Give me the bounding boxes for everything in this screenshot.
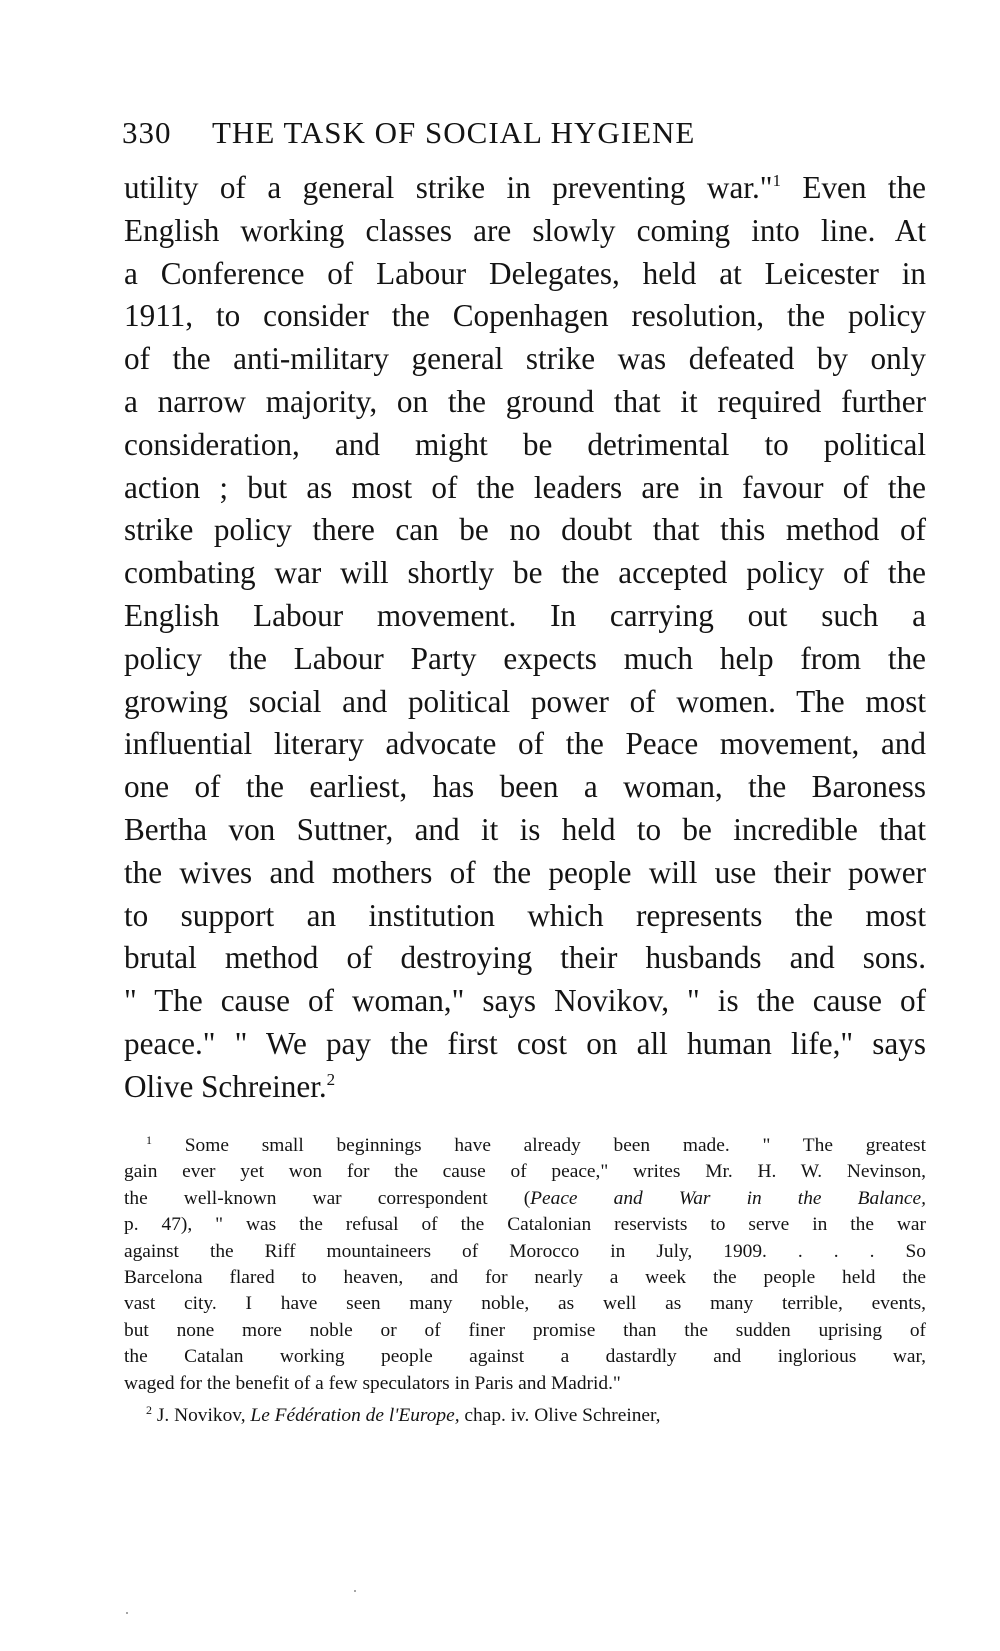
body-line: growing social and political power of women. The most [124,683,926,719]
footnote-1-line: $^1$ Some small beginnings have already been made. " The greatest [146,1133,926,1156]
footnote-2-mark: 2 [146,1402,152,1417]
running-head [122,112,922,154]
footnote-1-line: against the Riff mountaineers of Morocco in July, 1909. . . . So [124,1240,926,1262]
footnote-1-mark: 1 [146,1133,152,1147]
footnote-1-line: Barcelona flared to heaven, and for nearly a week the people held the [124,1266,926,1288]
footnote-1-line: the well-known war correspondent (Peace and War in the Balance, [124,1187,926,1209]
footnote-ref-1[interactable]: 1 [772,171,781,190]
footnote-1-line: vast city. I have seen many noble, as well as many terrible, events, [124,1293,926,1315]
page-number: 330 [122,115,172,150]
body-line: Bertha von Suttner, and it is held to be incredible that [124,811,926,847]
body-line: English Labour movement. In carrying out such a [124,597,926,633]
footnote-1-line: p. 47), " was the refusal of the Catalonian reservists to serve in the war [124,1214,926,1236]
body-text [124,167,926,1109]
body-line: utility of a general strike in preventing war."$^1$ Even the [124,170,927,205]
body-line: influential literary advocate of the Peace movement, and [124,726,926,762]
footnote-1-line: but none more noble or of finer promise than the sudden uprising of [124,1319,926,1341]
body-line: a Conference of Labour Delegates, held at Leicester in [124,255,926,291]
body-line: 1911, to consider the Copenhagen resolution, the policy [124,298,926,334]
body-line: a narrow majority, on the ground that it required further [124,383,926,419]
body-line: of the anti-military general strike was defeated by only [124,341,926,377]
paper-speck [354,1590,356,1592]
footnote-ref-2[interactable]: 2 [326,1069,336,1089]
running-title: THE TASK OF SOCIAL HYGIENE [212,115,696,150]
body-line: one of the earliest, has been a woman, the Baroness [124,769,926,805]
cited-title: Peace and War in the Balance, [530,1187,926,1209]
body-line: brutal method of destroying their husbands and sons. [124,940,926,976]
body-line: strike policy there can be no doubt that this method of [124,512,926,548]
footnote-1-line: waged for the benefit of a few speculators in Paris and Madrid." [124,1372,621,1394]
body-line: peace." " We pay the first cost on all human life," says [124,1025,926,1061]
footnotes [124,1133,926,1429]
body-line: action ; but as most of the leaders are in favour of the [124,469,926,505]
footnote-1-line: gain ever yet won for the cause of peace," writes Mr. H. W. Nevinson, [124,1161,926,1183]
body-line: to support an institution which represents the most [124,897,926,933]
body-line: Olive Schreiner.$^2$ [124,1068,336,1104]
footnote-2-line: $^2$ J. Novikov, Le Fédération de l'Europe, chap. iv. Olive Schreiner, [146,1402,661,1426]
footnote-1-line: the Catalan working people against a dastardly and inglorious war, [124,1346,926,1368]
body-line: policy the Labour Party expects much help from the [124,640,926,676]
body-line: combating war will shortly be the accepted policy of the [124,555,926,591]
body-line: " The cause of woman," says Novikov, " is the cause of [124,983,926,1019]
paper-speck [126,1612,128,1614]
cited-title: Le Fédération de l'Europe, [250,1404,460,1426]
body-line: English working classes are slowly coming into line. At [124,212,926,248]
body-line: the wives and mothers of the people will use their power [124,854,926,890]
body-line: consideration, and might be detrimental to political [124,426,926,462]
